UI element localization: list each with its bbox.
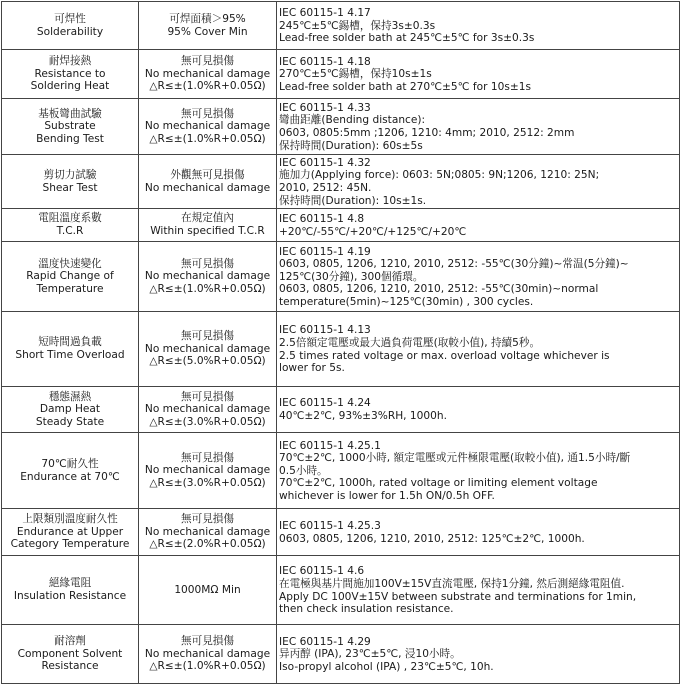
test-condition-cell-line: 270℃±5℃錫槽，保持10s±1s: [279, 68, 432, 81]
spec-row: [2, 99, 680, 155]
requirement-cell-line: 95% Cover Min: [167, 25, 248, 38]
requirement-cell-line: No mechanical damage: [144, 464, 271, 477]
test-item-cell-line: Short Time Overload: [15, 349, 125, 361]
test-condition-cell-line: then check insulation resistance.: [279, 603, 454, 616]
requirement-cell: [139, 2, 277, 50]
test-condition-cell: [277, 387, 680, 433]
test-condition-cell-line: IEC 60115-1 4.25.1: [279, 439, 381, 452]
test-condition-cell-line: 125℃(30分鐘), 300個循環。: [279, 270, 424, 283]
spec-row: [2, 155, 680, 209]
requirement-cell-line: 在規定值內: [181, 212, 234, 225]
requirement-cell-line: No mechanical damage: [144, 342, 271, 355]
requirement-cell-line: Within specified T.C.R: [150, 225, 265, 237]
test-item-cell-line: Bending Test: [36, 132, 104, 145]
requirement-cell-line: No mechanical damage: [144, 270, 271, 283]
test-condition-cell: [277, 433, 680, 509]
test-condition-cell-line: 0603, 0805, 1206, 1210, 2010, 2512: -55℃(30min)~normal: [279, 283, 599, 296]
test-item-cell-line: Shear Test: [42, 181, 98, 194]
requirement-cell-line: No mechanical damage: [144, 647, 271, 660]
test-condition-cell-line: 2.5倍額定電壓或最大過負荷電壓(取較小值), 持續5秒。: [279, 336, 541, 349]
test-item-cell-line: 上限類別溫度耐久性: [22, 513, 118, 526]
test-item-cell-line: Soldering Heat: [30, 80, 110, 93]
test-item-cell-line: 70℃耐久性: [41, 457, 99, 470]
test-condition-cell-line: 0.5小時。: [279, 464, 328, 477]
requirement-cell-line: No mechanical damage: [144, 181, 271, 194]
test-condition-cell: [277, 312, 680, 387]
test-condition-cell-line: 0603, 0805, 1206, 1210, 2010, 2512: 125℃±2℃, 1000h.: [279, 532, 585, 545]
spec-row: [2, 50, 680, 99]
test-item-cell-line: Resistance: [41, 660, 99, 673]
test-condition-cell-line: IEC 60115-1 4.32: [279, 156, 371, 169]
requirement-cell-line: 無可見損傷: [181, 107, 234, 120]
spec-row: [2, 2, 680, 50]
test-condition-cell-line: 40℃±2℃, 93%±3%RH, 1000h.: [279, 410, 447, 422]
test-item-cell: [2, 242, 139, 312]
test-item-cell: [2, 433, 139, 509]
spec-row: [2, 509, 680, 556]
requirement-cell-line: No mechanical damage: [144, 403, 271, 416]
test-condition-cell-line: IEC 60115-1 4.24: [279, 397, 371, 410]
test-item-cell: [2, 556, 139, 625]
requirement-cell: [139, 50, 277, 99]
test-item-cell: [2, 625, 139, 684]
test-item-cell: [2, 509, 139, 556]
test-item-cell: [2, 50, 139, 99]
test-item-cell-line: 耐溶劑: [54, 635, 86, 648]
test-item-cell-line: Steady State: [35, 415, 105, 428]
test-item-cell-line: T.C.R: [56, 225, 84, 237]
test-condition-cell-line: Lead-free solder bath at 270℃±5℃ for 10s±1s: [279, 80, 531, 93]
test-condition-cell: [277, 2, 680, 50]
requirement-cell: [139, 242, 277, 312]
test-condition-cell-line: whichever is lower for 1.5h ON/0.5h OFF.: [279, 489, 495, 502]
test-item-cell: [2, 387, 139, 433]
test-item-cell-line: Rapid Change of: [26, 270, 114, 283]
test-condition-cell-line: Lead-free solder bath at 245℃±5℃ for 3s±0.3s: [279, 32, 535, 45]
requirement-cell-line: 外觀無可見損傷: [170, 168, 245, 181]
test-condition-cell-line: 2.5 times rated voltage or max. overload voltage whichever is: [279, 349, 610, 362]
spec-table-body: [2, 2, 680, 684]
test-condition-cell-line: 保持時間(Duration): 10s±1s.: [279, 194, 427, 207]
test-condition-cell-line: 彎曲距離(Bending distance):: [279, 114, 426, 127]
test-item-cell-line: 剪切力試驗: [43, 168, 97, 181]
test-condition-cell: [277, 242, 680, 312]
test-item-cell-line: 電阻溫度系數: [38, 212, 102, 225]
test-condition-cell: [277, 556, 680, 625]
requirement-cell: [139, 99, 277, 155]
test-item-cell-line: 絕緣電阻: [48, 577, 92, 590]
test-condition-cell-line: Apply DC 100V±15V between substrate and terminations for 1min,: [279, 590, 637, 603]
test-condition-cell-line: 70℃±2℃, 1000h, rated voltage or limiting element voltage: [279, 477, 598, 490]
requirement-cell-line: 無可見損傷: [181, 451, 234, 464]
test-condition-cell-line: Iso-propyl alcohol (IPA) , 23℃±5℃, 10h.: [279, 660, 494, 673]
test-item-cell-line: Endurance at Upper: [16, 525, 124, 538]
test-item-cell: [2, 99, 139, 155]
requirement-cell-line: 無可見損傷: [181, 390, 234, 403]
requirement-cell: [139, 209, 277, 242]
test-item-cell-line: 基板彎曲試驗: [38, 107, 102, 120]
test-item-cell-line: Insulation Resistance: [13, 590, 127, 602]
requirement-cell-line: 1000MΩ Min: [174, 583, 241, 596]
requirement-cell-line: △R≤±(1.0%R+0.05Ω): [149, 660, 266, 673]
test-item-cell-line: Component Solvent: [17, 647, 123, 660]
test-item-cell-line: Damp Heat: [39, 403, 101, 416]
requirement-cell-line: △R≤±(3.0%R+0.05Ω): [149, 415, 266, 428]
requirement-cell: [139, 556, 277, 625]
test-item-cell: [2, 209, 139, 242]
test-condition-cell-line: IEC 60115-1 4.6: [279, 565, 365, 578]
test-item-cell: [2, 155, 139, 209]
test-item-cell-line: Temperature: [36, 282, 104, 295]
test-condition-cell-line: +20℃/-55℃/+20℃/+125℃/+20℃: [279, 225, 467, 238]
requirement-cell-line: △R≤±(5.0%R+0.05Ω): [149, 355, 266, 368]
test-condition-cell-line: IEC 60115-1 4.33: [279, 101, 371, 114]
requirement-cell: [139, 312, 277, 387]
test-item-cell: [2, 312, 139, 387]
test-item-cell-line: 溫度快速變化: [38, 257, 102, 270]
requirement-cell-line: △R≤±(3.0%R+0.05Ω): [149, 476, 266, 489]
requirement-cell-line: 無可見損傷: [181, 635, 234, 648]
requirement-cell-line: No mechanical damage: [144, 67, 271, 80]
requirement-cell-line: △R≤±(1.0%R+0.05Ω): [149, 132, 266, 145]
test-item-cell-line: 可焊性: [54, 12, 86, 25]
requirement-cell-line: △R≤±(1.0%R+0.05Ω): [149, 282, 266, 295]
test-condition-cell-line: 在電極與基片間施加100V±15V直流電壓, 保持1分鐘, 然后測絕緣電阻值.: [279, 577, 625, 590]
test-condition-cell: [277, 155, 680, 209]
test-item-cell-line: 穩態濕熱: [48, 390, 92, 403]
test-condition-cell-line: temperature(5min)~125℃(30min) , 300 cycles.: [279, 295, 534, 308]
reliability-spec-table: [1, 1, 680, 684]
test-item-cell-line: Category Temperature: [10, 538, 130, 551]
requirement-cell: [139, 625, 277, 684]
test-condition-cell: [277, 509, 680, 556]
requirement-cell-line: △R≤±(2.0%R+0.05Ω): [149, 538, 266, 551]
test-condition-cell-line: IEC 60115-1 4.25.3: [279, 519, 381, 532]
test-item-cell: [2, 2, 139, 50]
requirement-cell-line: 無可見損傷: [181, 257, 234, 270]
requirement-cell-line: △R≤±(1.0%R+0.05Ω): [149, 80, 266, 93]
test-item-cell-line: Endurance at 70℃: [20, 470, 120, 483]
spec-row: [2, 312, 680, 387]
test-item-cell-line: 短時間過負載: [38, 336, 102, 349]
requirement-cell: [139, 433, 277, 509]
test-condition-cell-line: 施加力(Applying force): 0603: 5N;0805: 9N;1206, 1210: 25N;: [279, 169, 600, 182]
spec-row: [2, 387, 680, 433]
spec-row: [2, 433, 680, 509]
test-condition-cell-line: 异丙醇 (IPA), 23℃±5℃, 浸10小時。: [279, 648, 461, 661]
test-item-cell-line: 耐焊接熱: [48, 55, 92, 68]
requirement-cell-line: 無可見損傷: [181, 55, 234, 68]
test-condition-cell-line: IEC 60115-1 4.8: [279, 212, 365, 225]
test-condition-cell-line: 保持時間(Duration): 60s±5s: [279, 139, 423, 152]
test-condition-cell-line: IEC 60115-1 4.29: [279, 635, 371, 648]
test-condition-cell: [277, 209, 680, 242]
spec-row: [2, 242, 680, 312]
requirement-cell: [139, 155, 277, 209]
test-condition-cell: [277, 625, 680, 684]
test-item-cell-line: Resistance to: [34, 67, 106, 80]
spec-row: [2, 625, 680, 684]
requirement-cell-line: 無可見損傷: [181, 513, 234, 526]
test-condition-cell-line: 70℃±2℃, 1000小時, 額定電壓或元件極限電壓(取較小值), 通1.5小時/斷: [279, 452, 631, 465]
spec-row: [2, 556, 680, 625]
test-condition-cell-line: IEC 60115-1 4.19: [279, 245, 371, 258]
test-condition-cell-line: 245℃±5℃錫槽，保持3s±0.3s: [279, 19, 436, 32]
requirement-cell-line: 可焊面積＞95%: [169, 12, 246, 25]
spec-row: [2, 209, 680, 242]
test-item-cell-line: Substrate: [44, 120, 96, 133]
test-condition-cell: [277, 50, 680, 99]
test-item-cell-line: Solderability: [36, 25, 104, 38]
test-condition-cell-line: IEC 60115-1 4.18: [279, 55, 371, 68]
requirement-cell: [139, 509, 277, 556]
requirement-cell-line: No mechanical damage: [144, 120, 271, 133]
requirement-cell-line: No mechanical damage: [144, 525, 271, 538]
test-condition-cell-line: 2010, 2512: 45N.: [279, 182, 372, 194]
requirement-cell: [139, 387, 277, 433]
test-condition-cell-line: IEC 60115-1 4.17: [279, 7, 371, 20]
test-condition-cell-line: 0603, 0805, 1206, 1210, 2010, 2512: -55℃(30分鐘)~常温(5分鐘)~: [279, 258, 629, 271]
test-condition-cell-line: lower for 5s.: [279, 362, 345, 375]
test-condition-cell-line: IEC 60115-1 4.13: [279, 324, 371, 337]
test-condition-cell: [277, 99, 680, 155]
test-condition-cell-line: 0603, 0805:5mm ;1206, 1210: 4mm; 2010, 2512: 2mm: [279, 127, 575, 139]
requirement-cell-line: 無可見損傷: [181, 330, 234, 343]
